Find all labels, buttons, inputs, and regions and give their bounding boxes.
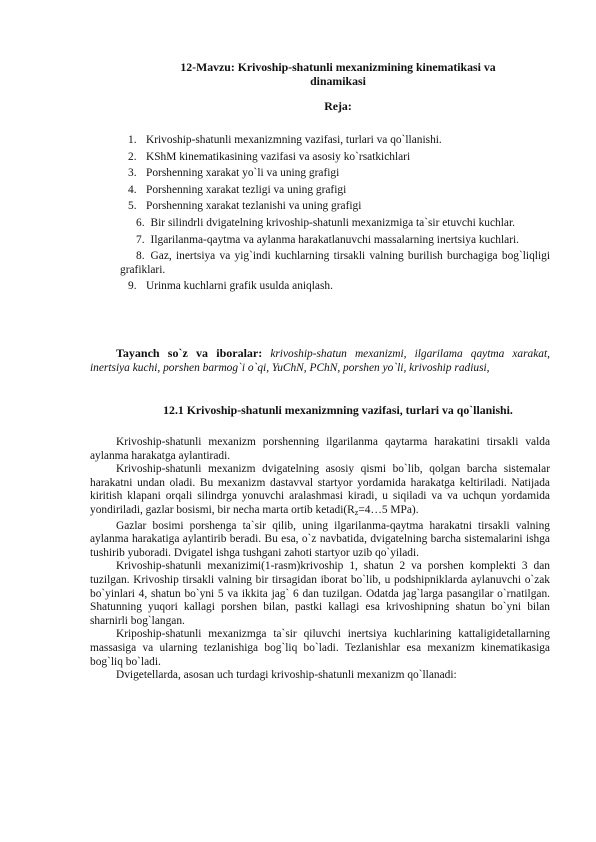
- section-heading: 12.1 Krivoship-shatunli mexanizmning vazifasi, turlari va qo`llanishi.: [163, 403, 513, 417]
- paragraph: Krivoship-shatunli mexanizimi(1-rasm)krivoship 1, shatun 2 va porshen komplekti 3 dan tuzilgan. Krivoship tirsakli valning bir tirsagidan iborat bo`lib, u podshipniklarda aylanuvchi o`zak bo`yinlari 4, shatun bo`yni 5 va ikkita jag` 6 dan tuzilgan. Odatda jag`larga pasangilar o`rnatilgan. Shatunning yuqori kallagi porshen bilan, pastki kallagi esa krivoshipning shatun bo`yni bilan sharnirli bog`langan.: [90, 560, 550, 627]
- title-line-1: 12-Mavzu: Krivoship-shatunli mexanizmining kinematikasi va: [180, 60, 496, 74]
- key-terms-text: krivoship-shatun mexanizmi, ilgarilama qaytma xarakat, inertsiya kuchi, porshen barmog`i o`qi, YuChN, PChN, porshen yo`li, krivoship radiusi,: [90, 348, 550, 374]
- plan-item: 1. Krivoship-shatunli mexanizmning vazifasi, turlari va qo`llanishi.: [128, 134, 442, 146]
- title-line-2: dinamikasi: [310, 74, 366, 88]
- plan-heading: Reja:: [324, 99, 352, 113]
- body-text: [90, 436, 550, 683]
- plan-item: 8. Gaz, inertsiya va yig`indi kuchlarning tirsakli valning burilish burchagiga bog`liqligi grafiklari.: [120, 250, 550, 276]
- plan-item: 2. KShM kinematikasining vazifasi va asosiy ko`rsatkichlari: [128, 150, 411, 163]
- page-title: [110, 60, 566, 88]
- plan-item: 3. Porshenning xarakat yo`li va uning grafigi: [128, 167, 340, 180]
- paragraph: Kripoship-shatunli mexanizmga ta`sir qiluvchi inertsiya kuchlarining kattaligidetallarning massasiga va ularning tezlanishiga bog`liq bo`ladi. Tezlanishlar esa mexanizm kinematikasiga bog`liq bo`ladi.: [90, 628, 550, 668]
- plan-list: [120, 134, 550, 297]
- plan-item: 9. Urinma kuchlarni grafik usulda aniqlash.: [128, 280, 333, 293]
- key-terms-label: Tayanch so`z va iboralar:: [116, 346, 263, 360]
- paragraph: Krivoship-shatunli mexanizm dvigatelning asosiy qismi bo`lib, qolgan barcha sistemalar harakatni undan oladi. Bu mexanizm dastavval startyor yordamida harakatga keltiriladi. Natijada kiritish klapani orqali silindrga yonuvchi aralashmasi kiradi, u siqiladi va va uchqun yordamida yondiriladi, gazlar bosismi, bir necha marta ortib $ketadi(R_z=4\dots 5$ MPa).: [90, 463, 550, 517]
- paragraph: Gazlar bosimi porshenga ta`sir qilib, uning ilgarilanma-qaytma harakatni tirsakli valning aylanma harakatiga aylantirib beradi. Bu esa, o`z navbatida, dvigatelning barcha sistemalarini ishga tushirib yuboradi. Dvigatel ishga tushgani zahoti startyor uzib qo`yiladi.: [90, 519, 550, 559]
- paragraph: Krivoship-shatunli mexanizm porshenning ilgarilanma qaytarma harakatini tirsakli valda aylanma harakatga aylantiradi.: [90, 436, 550, 462]
- plan-item: 7. Ilgarilanma-qaytma va aylanma harakatlanuvchi massalarning inertsiya kuchlari.: [136, 233, 520, 246]
- paragraph: Dvigetellarda, asosan uch turdagi krivoship-shatunli mexanizm qo`llanadi:: [116, 669, 457, 682]
- key-terms: [90, 346, 550, 375]
- plan-item: 4. Porshenning xarakat tezligi va uning grafigi: [128, 183, 347, 196]
- plan-item: 5. Porshenning xarakat tezlanishi va uning grafigi: [128, 200, 362, 213]
- plan-item: 6. Bir silindrli dvigatelning krivoship-shatunli mexanizmiga ta`sir etuvchi kuchlar.: [136, 216, 515, 229]
